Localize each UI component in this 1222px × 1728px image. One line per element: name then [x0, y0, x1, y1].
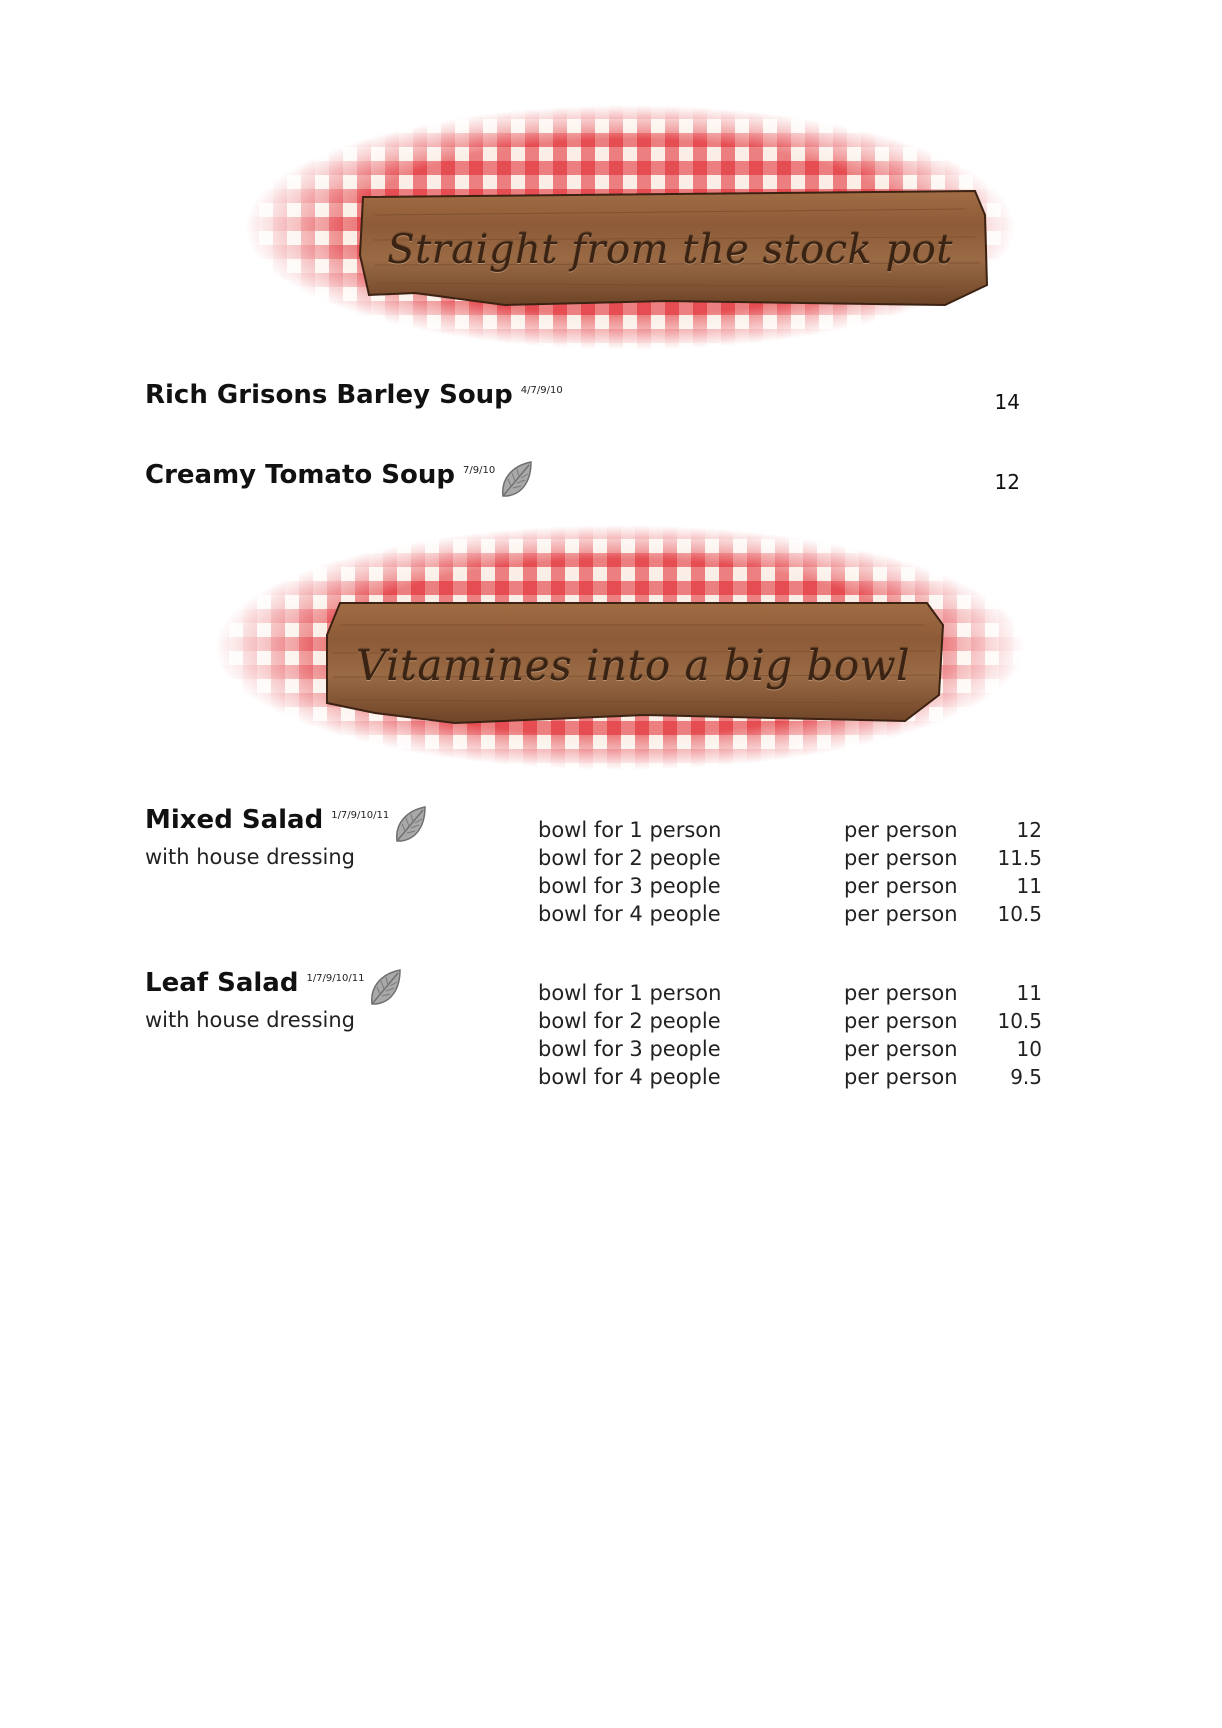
banner-big-bowl	[215, 525, 1025, 770]
portion-size: bowl for 3 people	[538, 874, 721, 898]
portion-size: bowl for 3 people	[538, 1037, 721, 1061]
portion-price: 10	[1016, 1037, 1042, 1061]
dish-title: Rich Grisons Barley Soup	[145, 380, 513, 410]
allergen-codes: 1/7/9/10/11	[331, 810, 390, 822]
portion-unit: per person	[844, 1009, 958, 1033]
portion-size: bowl for 1 person	[538, 981, 722, 1005]
dish-title: Leaf Salad	[145, 968, 299, 998]
portion-unit: per person	[844, 1037, 958, 1061]
portion-price: 10.5	[997, 902, 1042, 926]
portion-unit: per person	[844, 902, 958, 926]
dish-description: with house dressing	[145, 845, 356, 869]
dish-name	[145, 380, 563, 410]
portion-size: bowl for 4 people	[538, 1065, 721, 1089]
allergen-codes: 4/7/9/10	[520, 385, 563, 397]
portion-price: 10.5	[997, 1009, 1042, 1033]
dish-title: Mixed Salad	[145, 805, 324, 835]
allergen-codes: 7/9/10	[463, 465, 496, 477]
portion-size: bowl for 2 people	[538, 846, 721, 870]
dish-name	[145, 460, 535, 507]
portion-unit: per person	[844, 846, 958, 870]
portion-size: bowl for 2 people	[538, 1009, 721, 1033]
portion-unit: per person	[844, 1065, 958, 1089]
price: 14	[994, 390, 1020, 414]
leaf-icon	[368, 968, 404, 1015]
portion-unit: per person	[844, 981, 958, 1005]
banner-title: Straight from the stock pot	[387, 227, 953, 273]
portion-size: bowl for 4 people	[538, 902, 721, 926]
banner-title: Vitamines into a big bowl	[355, 641, 910, 690]
portion-price: 9.5	[1010, 1065, 1042, 1089]
portion-price: 12	[1016, 818, 1042, 842]
portion-size: bowl for 1 person	[538, 818, 722, 842]
leaf-icon	[393, 805, 429, 852]
portion-price: 11	[1016, 981, 1042, 1005]
leaf-icon	[499, 460, 535, 507]
portion-price: 11	[1016, 874, 1042, 898]
allergen-codes: 1/7/9/10/11	[306, 973, 365, 985]
banner-stock-pot	[245, 105, 1015, 350]
portion-price: 11.5	[997, 846, 1042, 870]
price: 12	[994, 470, 1020, 494]
dish-title: Creamy Tomato Soup	[145, 460, 456, 490]
dish-description: with house dressing	[145, 1008, 356, 1032]
portion-unit: per person	[844, 874, 958, 898]
portion-unit: per person	[844, 818, 958, 842]
